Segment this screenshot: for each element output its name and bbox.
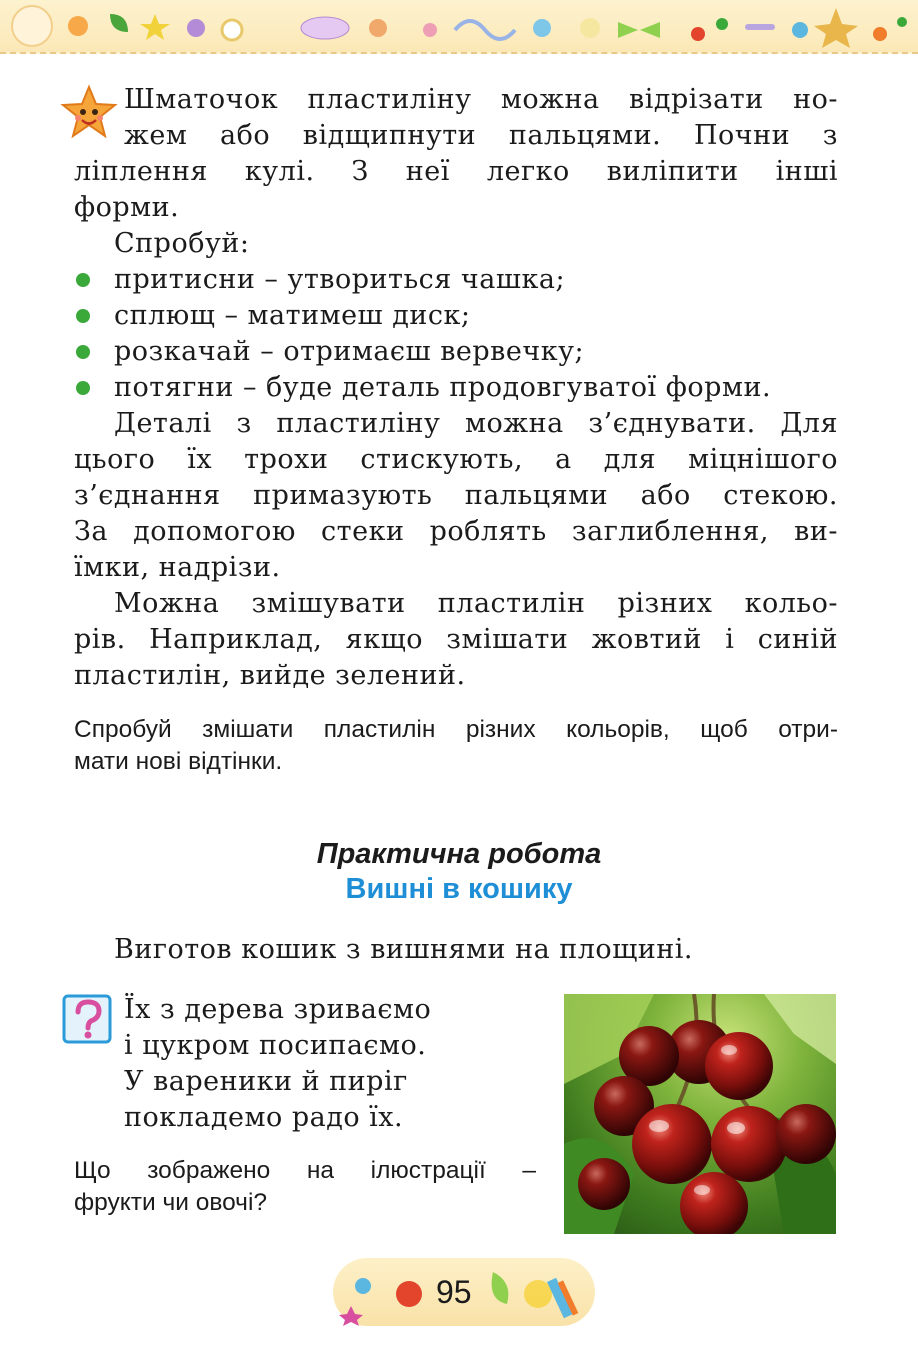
question-line: фрукти чи овочі? xyxy=(74,1189,268,1216)
paragraph-line: форми. xyxy=(74,192,180,223)
question-line: Що зображено на ілюстрації – xyxy=(74,1157,536,1184)
practical-work-title: Практична робота xyxy=(316,838,602,870)
try-label: Спробуй: xyxy=(114,228,250,259)
border-ornaments xyxy=(0,0,918,52)
list-item: розкачай – отримаєш вервечку; xyxy=(114,336,585,367)
riddle-line: і цукром посипаємо. xyxy=(124,1030,427,1061)
bullet-icon xyxy=(76,309,90,323)
list-item: потягни – буде деталь продовгуватої форми. xyxy=(114,372,772,403)
paragraph-line: пластилін, вийде зелений. xyxy=(74,660,466,691)
paragraph-line: цього їх трохи стискують, а для міцнішого xyxy=(74,444,838,475)
paragraph-line: їмки, надрізи. xyxy=(74,552,281,583)
paragraph-line: рів. Наприклад, якщо змішати жовтий і синій xyxy=(74,624,838,655)
riddle-line: покладемо радо їх. xyxy=(124,1102,404,1133)
riddle-line: У вареники й пиріг xyxy=(124,1066,408,1097)
task-line: мати нові відтінки. xyxy=(74,748,283,775)
question-mark-icon xyxy=(62,994,112,1044)
bullet-icon xyxy=(76,345,90,359)
task-line: Спробуй змішати пластилін різних кольорів, щоб отри- xyxy=(74,716,838,743)
instruction-text: Виготов кошик з вишнями на площині. xyxy=(114,934,694,965)
smiling-star-icon xyxy=(60,84,118,142)
top-decorative-border xyxy=(0,0,918,54)
paragraph-line: з’єднання примазують пальцями або стекою. xyxy=(74,480,838,511)
practical-work-subtitle: Вишні в кошику xyxy=(345,873,573,905)
paragraph-line: жем або відщипнути пальцями. Почни з xyxy=(124,120,838,151)
list-item: сплющ – матимеш диск; xyxy=(114,300,471,331)
paragraph-line: Деталі з пластиліну можна з’єднувати. Для xyxy=(114,408,838,439)
paragraph-line: ліплення кулі. З неї легко виліпити інші xyxy=(74,156,838,187)
bullet-icon xyxy=(76,273,90,287)
riddle-line: Їх з дерева зриваємо xyxy=(124,994,432,1025)
list-item: притисни – утвориться чашка; xyxy=(114,264,566,295)
cherries-photo xyxy=(564,994,836,1234)
bullet-icon xyxy=(76,381,90,395)
paragraph-line: За допомогою стеки роблять заглиблення, ви- xyxy=(74,516,838,547)
page-number: 95 xyxy=(436,1274,472,1310)
paragraph-line: Можна змішувати пластилін різних кольо- xyxy=(114,588,838,619)
paragraph-line: Шматочок пластиліну можна відрізати но- xyxy=(124,84,838,115)
